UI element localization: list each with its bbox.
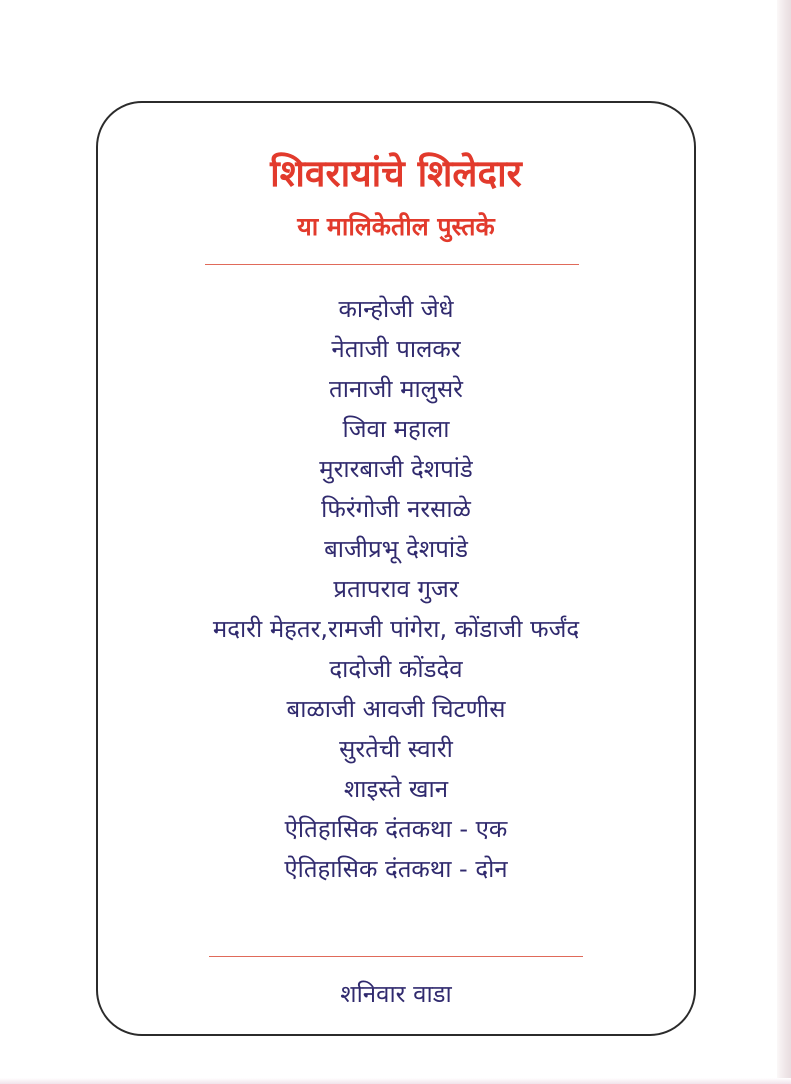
page-bottom-edge [0, 1078, 791, 1084]
book-list-item: ऐतिहासिक दंतकथा - दोन [284, 855, 508, 883]
book-list-item: सुरतेची स्वारी [339, 735, 453, 763]
page-edge-shadow [777, 0, 791, 1084]
series-title: शिवरायांचे शिलेदार [270, 152, 522, 195]
series-subtitle: या मालिकेतील पुस्तके [297, 212, 495, 241]
book-list-item: प्रतापराव गुजर [333, 575, 459, 603]
top-divider [205, 264, 579, 265]
book-list-item: ऐतिहासिक दंतकथा - एक [284, 815, 508, 843]
book-list-item: कान्होजी जेधे [338, 295, 454, 323]
book-list-item: जिवा महाला [342, 415, 450, 443]
book-list-item: फिरंगोजी नरसाळे [321, 495, 471, 523]
bottom-divider [209, 956, 583, 957]
book-list-item: शाइस्ते खान [343, 775, 449, 803]
book-list-item: बाळाजी आवजी चिटणीस [286, 695, 506, 723]
book-series-card [96, 101, 696, 1036]
book-list-item: तानाजी मालुसरे [329, 375, 463, 403]
book-list-item: मुरारबाजी देशपांडे [319, 455, 473, 483]
book-list-item: नेताजी पालकर [331, 335, 461, 363]
book-list-item: दादोजी कोंडदेव [329, 655, 463, 683]
book-list-item: मदारी मेहतर,रामजी पांगेरा, कोंडाजी फर्जंद [212, 615, 580, 643]
book-list-item: बाजीप्रभू देशपांडे [324, 535, 468, 563]
additional-book: शनिवार वाडा [340, 980, 452, 1008]
book-list [98, 289, 694, 889]
